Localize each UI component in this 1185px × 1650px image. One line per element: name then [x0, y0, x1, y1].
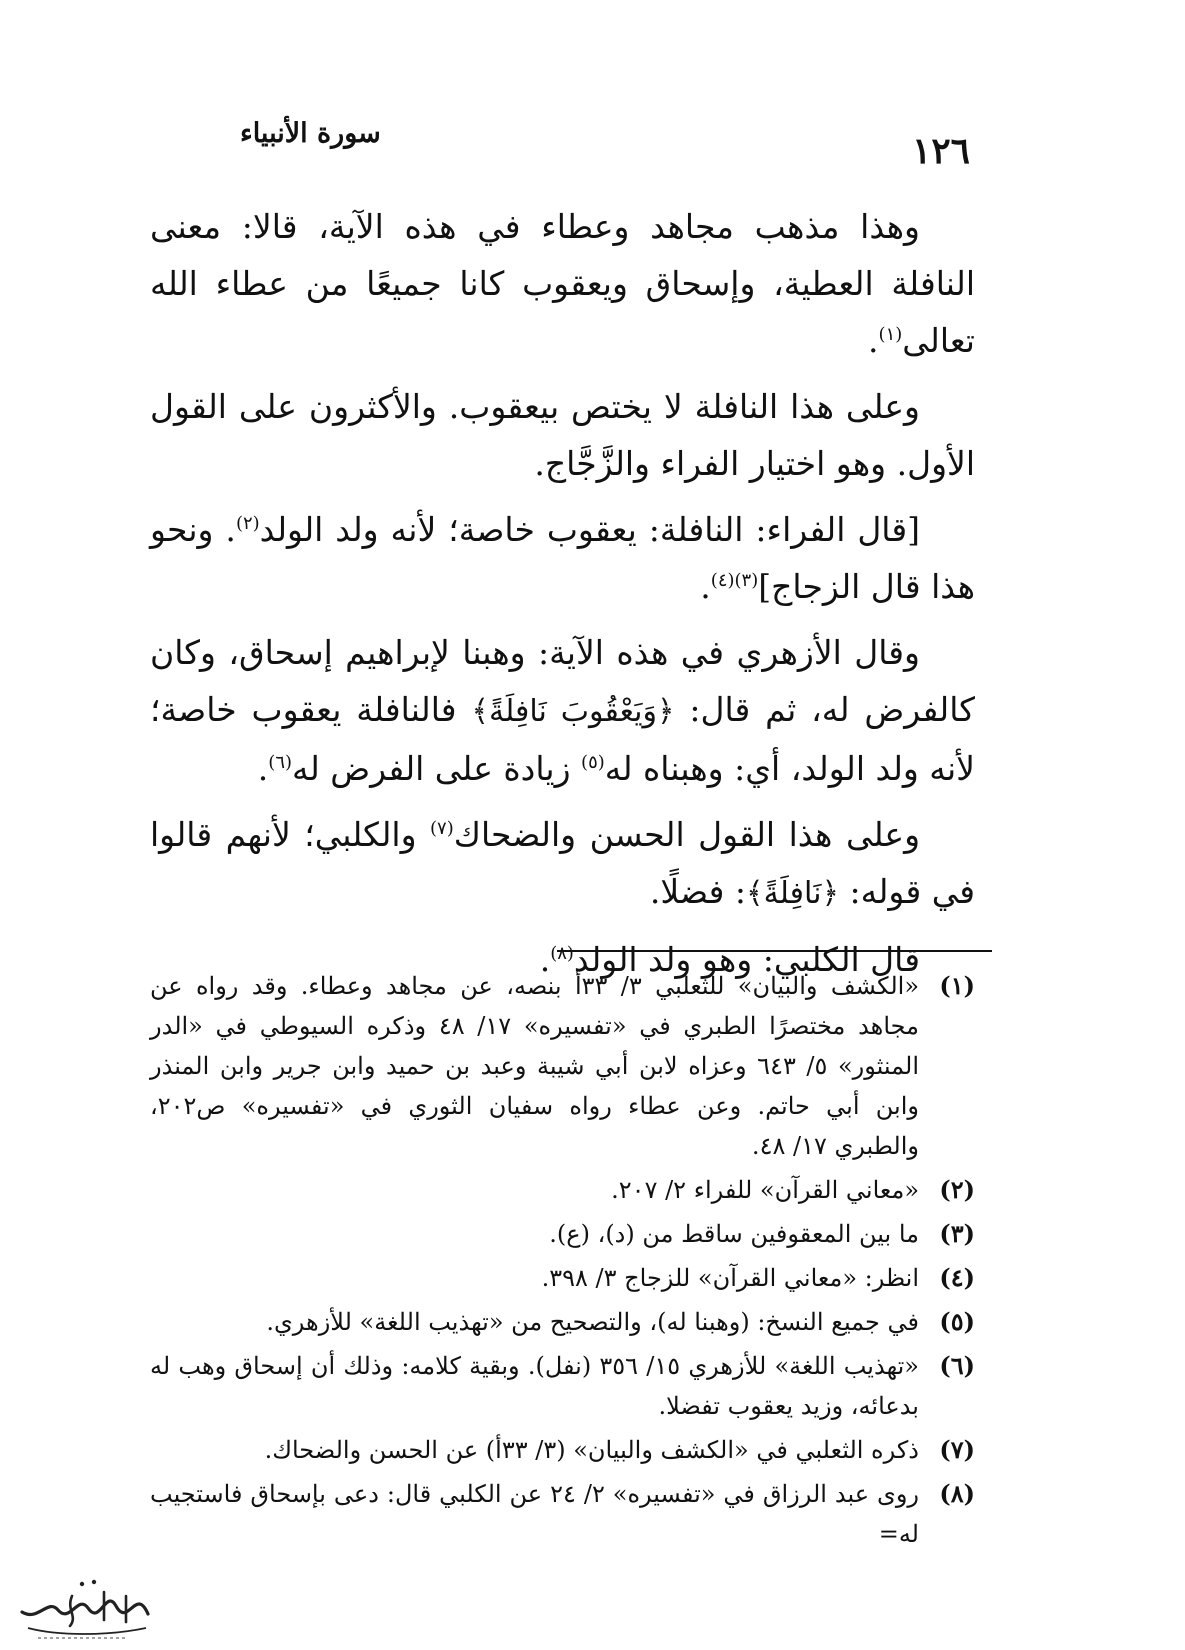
footnote [150, 1430, 975, 1470]
text-run: وعلى هذا القول الحسن والضحاك [453, 815, 921, 854]
footnote [150, 1346, 975, 1426]
text-run: وعلى هذا النافلة لا يختص بيعقوب. والأكثرون على القول الأول. وهو اختيار الفراء والزَّجَّاج. [150, 387, 975, 483]
paragraph [150, 624, 975, 797]
footnote [150, 1302, 975, 1342]
publisher-logo [8, 1566, 158, 1646]
text-run: [قال الفراء: النافلة: يعقوب خاصة؛ لأنه ولد الولد [259, 510, 921, 549]
footnote [150, 1474, 975, 1554]
footnote-ref: (٦) [268, 752, 293, 773]
text-run: فالنافلة يعقوب خاصة؛ لأنه ولد الولد، أي: وهبناه له [150, 690, 975, 788]
footnote-number: (٢) [939, 1175, 975, 1204]
paragraph [150, 501, 975, 615]
text-run: قال الكلبي: وهو ولد الولد [573, 940, 920, 979]
text-run: زيادة على الفرض له [292, 749, 582, 788]
text-run: والكلبي؛ لأنهم قالوا في قوله: [150, 815, 975, 911]
footnote-ref: (٥) [581, 752, 605, 773]
footnote-text: «تهذيب اللغة» للأزهري ١٥/ ٣٥٦ (نفل). وبقية كلامه: وذلك أن إسحاق وهب له بدعائه، وزيد يعقوب تفضلا. [150, 1352, 919, 1420]
footnote-ref: (٢) [235, 513, 260, 534]
footnote-number: (٨) [939, 1479, 975, 1508]
quran-quote: ﴿وَيَعْقُوبَ نَافِلَةً﴾ [471, 694, 675, 729]
page-header [150, 118, 970, 178]
footnote-text: في جميع النسخ: (وهبنا له)، والتصحيح من «تهذيب اللغة» للأزهري. [266, 1308, 919, 1336]
footnote-ref: (٣)(٤) [710, 570, 759, 591]
footnote-number: (٤) [939, 1263, 975, 1292]
running-title: سورة الأنبياء [240, 118, 381, 149]
text-run: . [539, 940, 551, 979]
footnote [150, 966, 975, 1166]
footnote [150, 1214, 975, 1254]
footnote-text: روى عبد الرزاق في «تفسيره» ٢/ ٢٤ عن الكلبي قال: دعى بإسحاق فاستجيب له= [150, 1480, 920, 1548]
footnote-number: (٦) [939, 1351, 975, 1380]
footnote-text: «الكشف والبيان» للثعلبي ٣/ ٣٣أ بنصه، عن مجاهد وعطاء. وقد رواه عن مجاهد مختصرًا الطبري في «تفسيره» ١٧/ ٤٨ وذكره السيوطي في «الدر المنثور» ٥/ ٦٤٣ وعزاه لابن أبي شيبة وعبد بن حميد وابن جرير وابن المنذر وابن أبي حاتم. وعن عطاء رواه سفيان الثوري في «تفسيره» ص٢٠٢، والطبري ١٧/ ٤٨. [150, 972, 919, 1160]
footnote-ref: (١) [878, 324, 903, 345]
footnote [150, 1170, 975, 1210]
main-text [150, 198, 975, 997]
quran-quote: ﴿نَافِلَةً﴾ [746, 876, 840, 911]
text-run: . [257, 749, 269, 788]
footnote-text: ذكره الثعلبي في «الكشف والبيان» (٣/ ٣٣أ) عن الحسن والضحاك. [264, 1436, 919, 1464]
text-run: : فضلًا. [649, 872, 747, 911]
footnote-number: (٣) [939, 1219, 975, 1248]
paragraph [150, 806, 975, 922]
text-run: . ونحو هذا قال الزجاج] [150, 510, 975, 606]
text-run: وهذا مذهب مجاهد وعطاء في هذه الآية، قالا: معنى النافلة العطية، وإسحاق ويعقوب كانا جميعًا من عطاء الله تعالى [150, 207, 975, 360]
text-run: . [868, 321, 879, 360]
page-number: ١٢٦ [911, 130, 970, 172]
text-run: . [700, 567, 711, 606]
paragraph [150, 378, 975, 492]
footnote [150, 1258, 975, 1298]
footnote-divider [557, 950, 992, 952]
text-run: وقال الأزهري في هذه الآية: وهبنا لإبراهيم إسحاق، وكان كالفرض له، ثم قال: [150, 633, 976, 729]
footnote-text: ما بين المعقوفين ساقط من (د)، (ع). [549, 1220, 919, 1248]
footnote-number: (٧) [939, 1435, 975, 1464]
footnote-text: انظر: «معاني القرآن» للزجاج ٣/ ٣٩٨. [541, 1264, 919, 1292]
paragraph [150, 198, 975, 369]
footnote-number: (١) [939, 971, 975, 1000]
footnote-number: (٥) [939, 1307, 975, 1336]
footnote-ref: (٨) [550, 943, 574, 964]
footnote-text: «معاني القرآن» للفراء ٢/ ٢٠٧. [611, 1176, 919, 1204]
footnote-ref: (٧) [430, 818, 454, 839]
footnotes [150, 966, 975, 1558]
